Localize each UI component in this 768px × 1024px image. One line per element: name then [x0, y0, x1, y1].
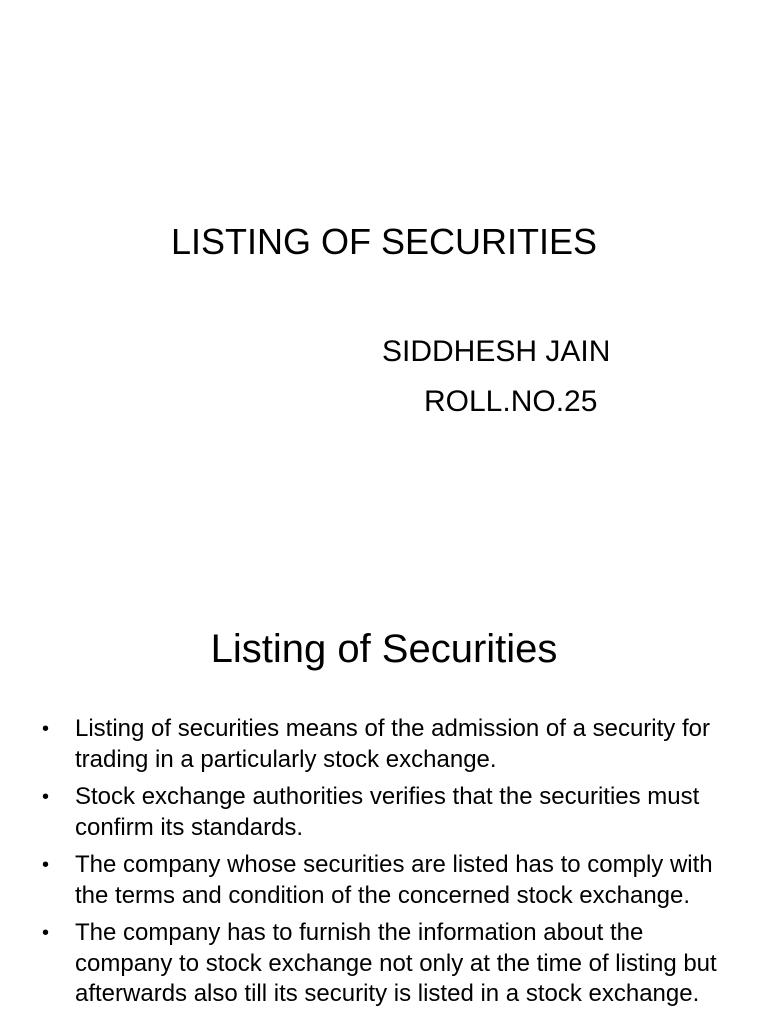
bullet-item	[38, 850, 738, 911]
slide-1-title: LISTING OF SECURITIES	[170, 221, 598, 262]
bullet-item	[38, 782, 738, 843]
bullet-dot-icon: •	[42, 786, 50, 808]
bullet-dot-icon: •	[42, 718, 50, 740]
bullet-dot-icon: •	[42, 922, 50, 944]
slide-2-title: Listing of Securities	[210, 627, 558, 671]
bullet-dot-icon: •	[42, 854, 50, 876]
bullet-text: The company whose securities are listed has to comply with the terms and condition of the concerned stock exchange.	[75, 851, 713, 909]
bullet-text: Listing of securities means of the admission of a security for trading in a particularly stock exchange.	[75, 715, 710, 773]
roll-number: ROLL.NO.25	[424, 385, 598, 418]
author-name: SIDDHESH JAIN	[382, 335, 611, 368]
bullet-list	[38, 714, 738, 1017]
bullet-text: Stock exchange authorities verifies that the securities must confirm its standards.	[75, 783, 700, 841]
bullet-item	[38, 714, 738, 775]
bullet-item	[38, 918, 738, 1010]
bullet-text: The company has to furnish the information about the company to stock exchange not only at the time of listing but afterwards also till its security is listed in a stock exchange.	[75, 919, 717, 1007]
